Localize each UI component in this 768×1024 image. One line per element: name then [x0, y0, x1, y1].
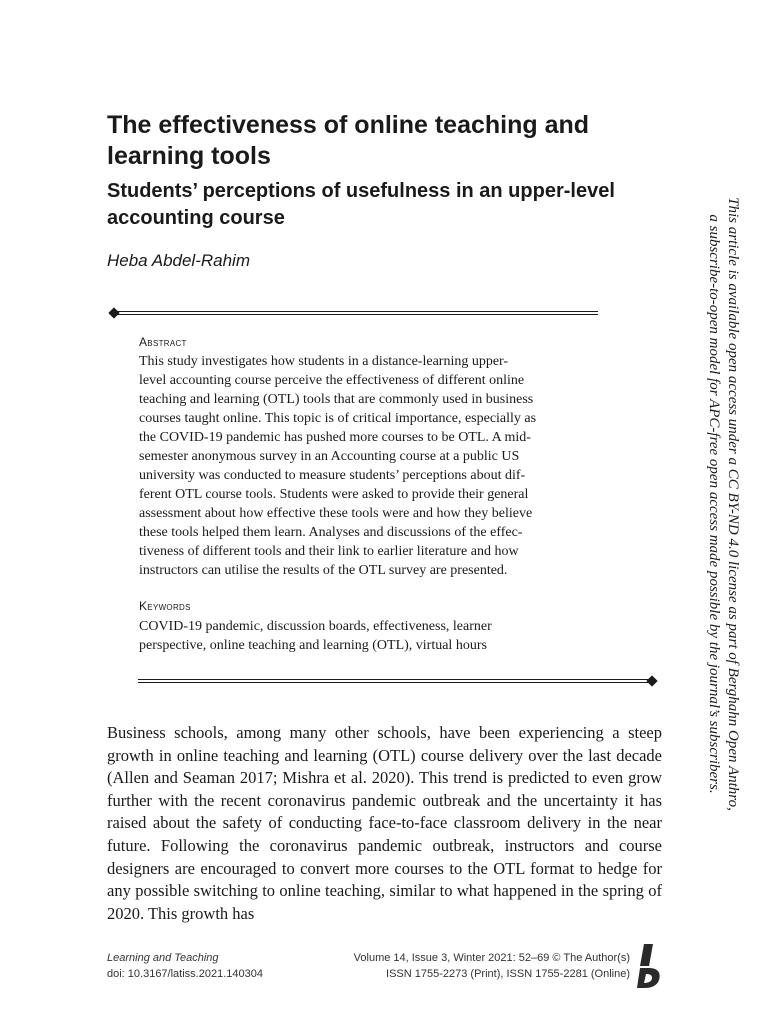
open-access-note-line: a subscribe-to-open model for APC-free open access made possible by the journal’s subscribers.: [706, 214, 722, 794]
keywords-text: [139, 617, 599, 655]
abstract-heading: Abstract: [139, 335, 187, 349]
abstract-line: level accounting course perceive the effectiveness of different online: [139, 373, 525, 388]
abstract-line: assessment about how effective these tools were and how they believe: [139, 506, 533, 521]
top-double-rule: [114, 311, 598, 315]
abstract-line: semester anonymous survey in an Accounting course at a public US: [139, 449, 520, 464]
abstract-line: university was conducted to measure students’ perceptions about dif-: [139, 468, 526, 483]
bottom-double-rule: [138, 679, 651, 683]
abstract-line: teaching and learning (OTL) tools that are commonly used in business: [139, 392, 534, 407]
abstract-line: instructors can utilise the results of the OTL survey are presented.: [139, 563, 508, 578]
author-name: Heba Abdel-Rahim: [107, 251, 250, 270]
footer-volume-info: [354, 950, 630, 982]
keywords-heading: Keywords: [139, 599, 191, 613]
footer-journal-info: [107, 950, 263, 982]
open-access-note-line: This article is available open access under a CC BY-ND 4.0 license as part of Berghahn Open Anthro,: [725, 197, 741, 811]
journal-name: Learning and Teaching: [107, 952, 219, 964]
abstract-line: these tools helped them learn. Analyses and discussions of the effec-: [139, 525, 523, 540]
article-subtitle: Students’ perceptions of usefulness in an upper-level accounting course: [107, 180, 615, 229]
issn-text: ISSN 1755-2273 (Print), ISSN 1755-2281 (Online): [386, 968, 630, 980]
doi-text: doi: 10.3167/latiss.2021.140304: [107, 968, 263, 980]
abstract-text: [139, 352, 599, 580]
body-paragraph: Business schools, among many other schools, have been experiencing a steep growth in online teaching and learning (OTL) course delivery over the last decade (Allen and Seaman 2017; Mishra et al. 2020). This trend is predicted to even grow further with the recent coronavirus pandemic outbreak and the uncertainty it has raised about the safety of conducting face-to-face classroom delivery in the near future. Following the coronavirus pandemic outbreak, instructors and course designers are encouraged to convert more courses to the OTL format to hedge for any possible switching to online teaching, similar to what happened in the spring of 2020. This growth has: [107, 723, 662, 923]
diamond-ornament-icon: [108, 307, 119, 318]
article-title: The effectiveness of online teaching and learning tools: [107, 111, 590, 170]
abstract-line: the COVID-19 pandemic has pushed more courses to be OTL. A mid-: [139, 430, 531, 445]
abstract-line: ferent OTL course tools. Students were asked to provide their general: [139, 487, 529, 502]
abstract-line: courses taught online. This topic is of critical importance, especially as: [139, 411, 537, 426]
abstract-line: tiveness of different tools and their link to earlier literature and how: [139, 544, 519, 559]
diamond-ornament-icon: [646, 675, 657, 686]
publisher-logo-icon: [637, 944, 661, 988]
open-access-note: [696, 184, 742, 824]
keywords-line: COVID-19 pandemic, discussion boards, effectiveness, learner: [139, 619, 492, 634]
keywords-line: perspective, online teaching and learning (OTL), virtual hours: [139, 638, 487, 653]
abstract-line: This study investigates how students in a distance-learning upper-: [139, 354, 509, 369]
volume-text: Volume 14, Issue 3, Winter 2021: 52–69 © The Author(s): [353, 952, 630, 964]
